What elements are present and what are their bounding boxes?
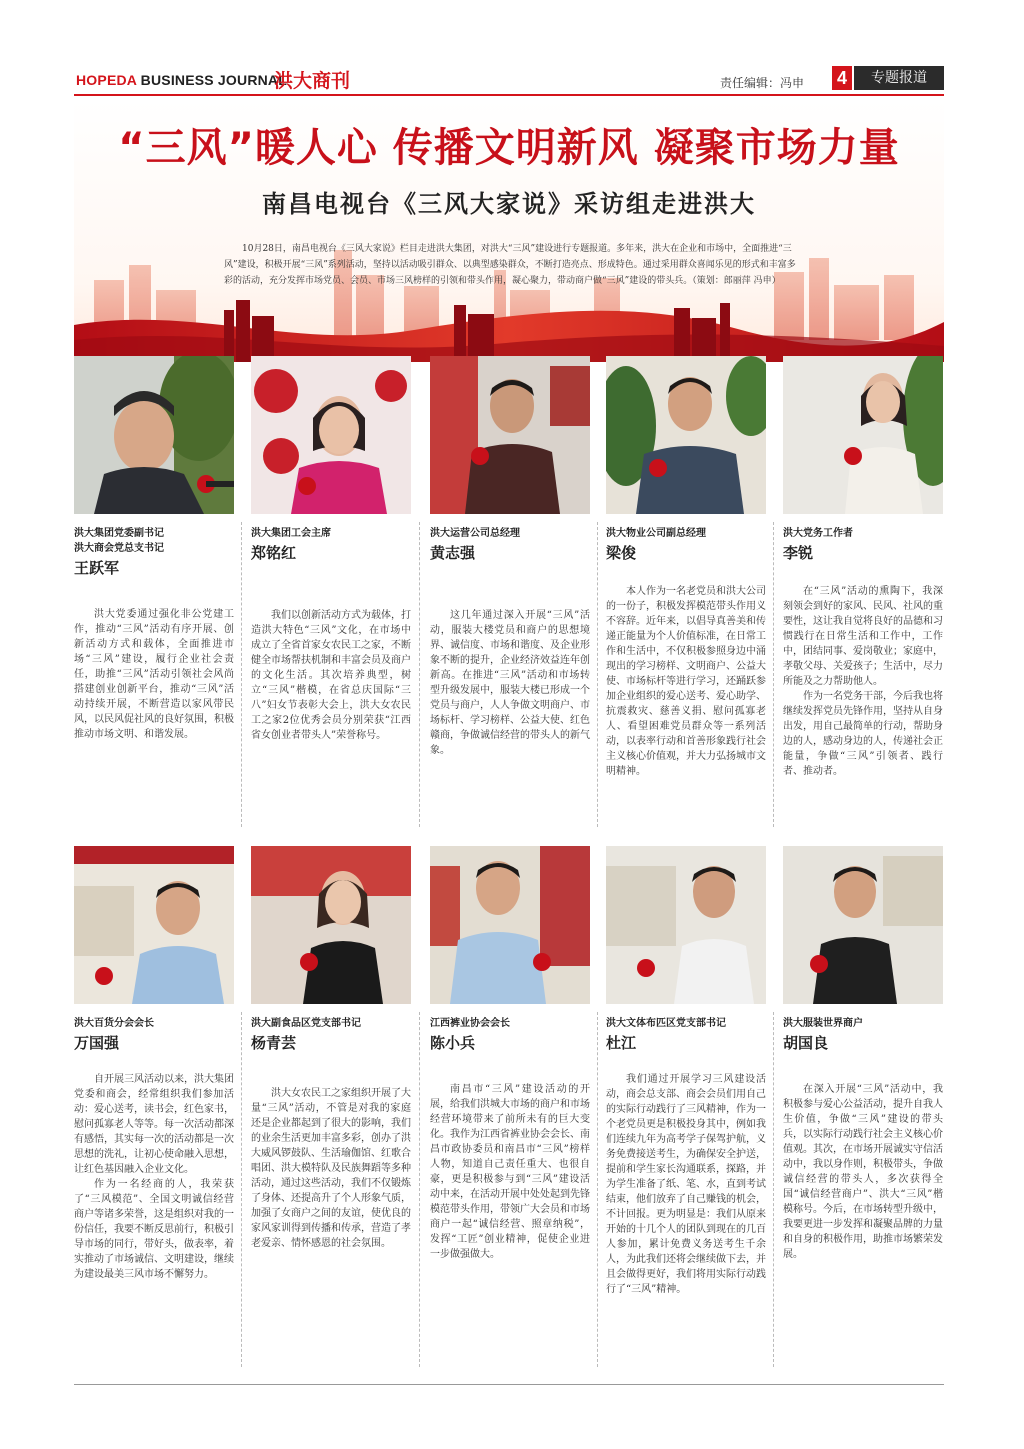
interviewee-statement: 洪大党委通过强化非公党建工作，推动“三风”活动有序开展、创新活动方式和载体，全面推进市场“三风”建设，履行企业社会责任，助推“三风”活动引领社会风尚搭建创业创新平台，推动“三风”活动持续开展，不断营造以家风带民风，以民风促社风的良好氛围，积极推动市场文明、和谐发展。 xyxy=(74,609,234,740)
interviewee-photo-1 xyxy=(74,356,234,514)
interviewee-statement: 作为一名经商的人，我荣获了“三风模范”、全国文明诚信经营商户等诸多荣誉，这是组织对我的一份信任，我要不断反思前行，积极引导市场的同行，带好头，做表率，着实推动了市场诚信、文明建设，继续为建设最美三风市场不懈努力。 xyxy=(74,1179,234,1280)
interviewee-6 xyxy=(74,1016,234,1282)
column-divider xyxy=(773,522,774,827)
column-divider xyxy=(597,522,598,827)
brand-rest: BUSINESS JOURNAL xyxy=(136,72,287,88)
banner xyxy=(74,100,944,362)
page-number: 4 xyxy=(832,66,852,90)
interviewee-10 xyxy=(783,1016,943,1262)
interviewee-name: 杜江 xyxy=(606,1034,637,1052)
interviewee-9 xyxy=(606,1016,766,1297)
interviewee-name: 李锐 xyxy=(783,544,814,562)
editor-credit: 责任编辑：冯申 xyxy=(719,76,804,90)
interviewee-name: 梁俊 xyxy=(606,544,637,562)
interviewee-name: 杨青芸 xyxy=(251,1034,297,1052)
column-divider xyxy=(241,1012,242,1367)
section-tag: 专题报道 xyxy=(854,66,944,90)
interviewee-role: 洪大集团工会主席 xyxy=(251,528,331,539)
interviewee-statement: 在“三风”活动的熏陶下，我深刻领会到好的家风、民风、社风的重要性，这让我自觉将良好的品德和习惯践行在日常生活和工作中，工作中，团结同事、爱岗敬业；家庭中，孝敬父母、关爱孩子；生活中，尽力所能及之力帮助他人。 xyxy=(783,586,943,687)
interviewee-4 xyxy=(606,526,766,779)
interviewee-role: 洪大集团党委副书记 xyxy=(74,528,164,539)
interviewee-statement: 南昌市“三风”建设活动的开展，给我们洪城大市场的商户和市场经营环境带来了前所未有的巨大变化。我作为江西省裤业协会会长、南昌市政协委员和南昌市“三风”榜样人物，知道自己责任重大、也很自豪，更是积极参与到“三风”建设活动中来，在活动开展中处处起到先锋模范带头作用，带领广大会员和市场商户一起“诚信经营、照章纳税”，发挥“工匠”创业精神，促使企业进一步做强做大。 xyxy=(430,1084,590,1260)
interviewee-name: 黄志强 xyxy=(430,544,476,562)
interviewee-photo-7 xyxy=(251,846,411,1004)
banner-subtitle: 南昌电视台《三风大家说》采访组走进洪大 xyxy=(262,190,756,218)
interviewee-statement: 作为一名党务干部，今后我也将继续发挥党员先锋作用，坚持从自身出发，用自己最简单的行动，帮助身边的人，感动身边的人，传递社会正能量，争做“三风”引领者、践行者、推动者。 xyxy=(783,691,943,777)
brand-chinese: 洪大商刊 xyxy=(274,70,351,92)
interviewee-photo-6 xyxy=(74,846,234,1004)
interviewee-photo-3 xyxy=(430,356,590,514)
interviewee-statement: 自开展三风活动以来，洪大集团党委和商会，经常组织我们参加活动：爱心送考，读书会，红色家书，慰问孤寡老人等等。每一次活动都深有感悟，其实每一次的活动都是一次思想的洗礼，让初心使命融入思想，让红色基因融入企业文化。 xyxy=(74,1074,234,1175)
interviewee-photo-9 xyxy=(606,846,766,1004)
interviewee-8 xyxy=(430,1016,590,1262)
interviewee-5 xyxy=(783,526,943,779)
interviewee-photo-8 xyxy=(430,846,590,1004)
interviewee-7 xyxy=(251,1016,411,1251)
interviewee-role: 洪大文体布匹区党支部书记 xyxy=(606,1018,726,1029)
column-divider xyxy=(419,1012,420,1367)
brand-english xyxy=(76,72,287,88)
interviewee-3 xyxy=(430,526,590,758)
interviewee-name: 王跃军 xyxy=(74,559,120,577)
interviewee-role: 洪大运营公司总经理 xyxy=(430,528,520,539)
brand-prefix: HOPEDA xyxy=(76,72,137,88)
column-divider xyxy=(419,522,420,827)
interviewee-photo-5 xyxy=(783,356,943,514)
interviewee-role: 洪大百货分会会长 xyxy=(74,1018,154,1029)
interviewee-role: 洪大服装世界商户 xyxy=(783,1018,863,1029)
header-rule xyxy=(74,94,944,96)
banner-title: “三风”暖人心 传播文明新风 凝聚市场力量 xyxy=(118,125,900,171)
interviewee-role: 洪大物业公司副总经理 xyxy=(606,528,706,539)
interviewee-1 xyxy=(74,526,234,742)
interviewee-statement: 这几年通过深入开展“三风”活动，服装大楼党员和商户的思想境界、诚信度、市场和谐度、及企业形象不断的提升，企业经济效益连年创新高。在推进“三风”活动和市场转型升级发展中，服装大楼已形成一个党员与商户，人人争做文明商户、市场标杆、学习榜样、公益大使、红色赣商，争做诚信经营的带头人的新气象。 xyxy=(430,610,590,756)
interviewee-name: 万国强 xyxy=(74,1034,120,1052)
banner-intro: 10月28日，南昌电视台《三风大家说》栏目走进洪大集团，对洪大“三风”建设进行专题报道。多年来，洪大在企业和市场中，全面推进“三风”建设，积极开展“三风”系列活动，坚持以活动吸引群众、以典型感染群众，不断打造亮点、形成特色。通过采用群众喜闻乐见的形式和丰富多彩的活动，充分发挥市场党员、会员、市场三风榜样的引领和带头作用，凝心聚力，带动商户做“三风”建设的带头兵。（策划：郎丽萍 冯申） xyxy=(224,244,796,286)
column-divider xyxy=(597,1012,598,1367)
interviewee-role: 洪大商会党总支书记 xyxy=(74,543,164,554)
interviewee-role: 洪大党务工作者 xyxy=(783,528,853,539)
interviewee-statement: 本人作为一名老党员和洪大公司的一份子，积极发挥模范带头作用义不容辞。近年来，以倡导真善美和传递正能量为个人价值标准，在日常工作和生活中，不仅积极参照身边中涌现出的学习榜样、文明商户、公益大使、市场标杆等进行学习，还踊跃参加企业组织的爱心送考、爱心助学、抗震救灾、慈善义捐、慰问孤寡老人、看望困难党员群众等一系列活动，以表率行动和首善形象践行社会主义核心价值观，并大力弘扬城市文明精神。 xyxy=(606,586,766,777)
interviewee-name: 陈小兵 xyxy=(430,1034,476,1052)
interviewee-statement: 我们通过开展学习三风建设活动，商会总支部、商会会员们用自己的实际行动践行了三风精神，作为一个老党员更是积极投身其中，例如我们连续九年为高考学子保驾护航，义务免费接送考生，为确保安全护送，提前和学生家长沟通联系，探路，并为学生准备了纸、笔、水，直到考试结束，他们放弃了自己赚钱的机会，不计回报。更为明显是：我们从原来开始的十几个人的团队到现在的几百人参加，累计免费义务送考生千余人，为此我们还将会继续做下去，并且会做得更好，我们将用实际行动践行了“三风”精神。 xyxy=(606,1074,766,1295)
interviewee-2 xyxy=(251,526,411,743)
column-divider xyxy=(241,522,242,827)
interviewee-statement: 在深入开展“三风”活动中，我积极参与爱心公益活动，提升自我人生价值，争做“三风”建设的带头兵，以实际行动践行社会主义核心价值观。其次，在市场开展诚实守信活动中，我以身作则，积极带头，争做诚信经营的带头人，多次获得全国“诚信经营商户”、洪大“三风”楷模称号。今后，在市场转型升级中，我要更进一步发挥和凝聚品牌的力量和自身的积极作用，助推市场繁荣发展。 xyxy=(783,1084,943,1260)
interviewee-photo-4 xyxy=(606,356,766,514)
interviewee-role: 洪大副食品区党支部书记 xyxy=(251,1018,361,1029)
interviewee-statement: 洪大女农民工之家组织开展了大量“三风”活动，不管是对我的家庭还是企业都起到了很大的影响，我们的业余生活更加丰富多彩，创办了洪大威风锣鼓队、生活瑜伽馆、红歌合唱团、洪大模特队及民族舞蹈等多种活动，通过这些活动，我们不仅锻炼了身体、还提高升了个人形象气质，加强了女商户之间的友谊，使优良的家风家训得到传播和传承，营造了孝老爱亲、情怀感恩的社会氛围。 xyxy=(251,1088,411,1249)
masthead xyxy=(74,64,944,94)
interviewee-name: 胡国良 xyxy=(783,1034,829,1052)
interviewee-role: 江西裤业协会会长 xyxy=(430,1018,510,1029)
interviewee-photo-10 xyxy=(783,846,943,1004)
interviewee-statement: 我们以创新活动方式为载体，打造洪大特色“三风”文化，在市场中成立了全省首家女农民工之家，不断健全市场帮扶机制和丰富会员及商户的文化生活。其次培养典型，树立“三风”楷模，在省总庆国际“三八”妇女节表彰大会上，洪大女农民工之家2位优秀会员分别荣获“江西省女创业者带头人”荣誉称号。 xyxy=(251,610,411,741)
column-divider xyxy=(773,1012,774,1367)
interviewee-name: 郑铭红 xyxy=(251,544,297,562)
footer-rule xyxy=(74,1384,944,1385)
interviewee-photo-2 xyxy=(251,356,411,514)
